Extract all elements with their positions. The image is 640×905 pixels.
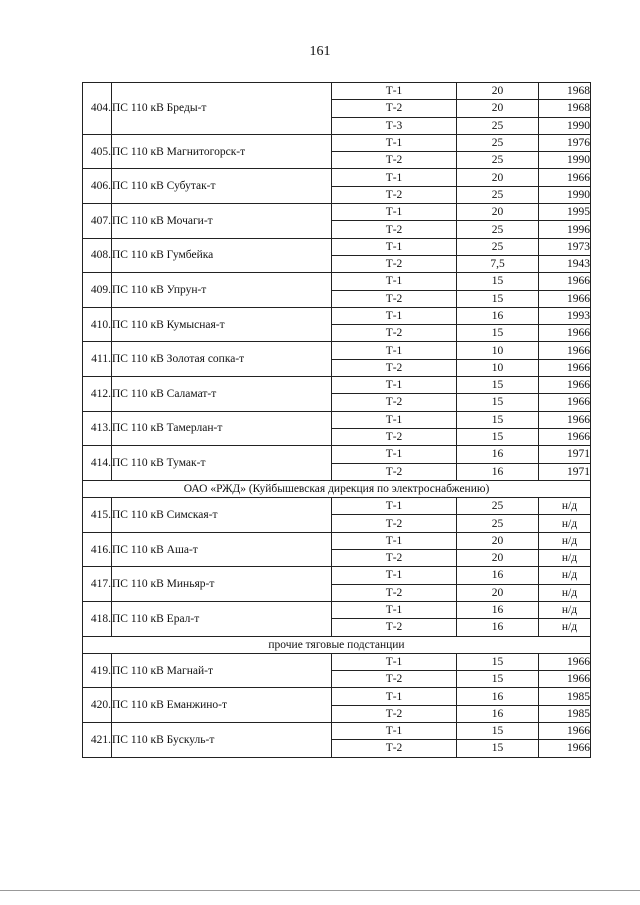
row-number: 415.: [83, 498, 112, 533]
commission-year: 1966: [539, 394, 591, 411]
table-row: [83, 446, 591, 463]
commission-year: 1990: [539, 117, 591, 134]
commission-year: 1966: [539, 290, 591, 307]
substation-name: ПС 110 кВ Кумысная-т: [112, 307, 332, 342]
row-number: 416.: [83, 532, 112, 567]
table-row: [83, 169, 591, 186]
transformer-power: 16: [457, 705, 539, 722]
transformer-power: 15: [457, 428, 539, 445]
row-number: 412.: [83, 377, 112, 412]
transformer-power: 20: [457, 584, 539, 601]
transformer-power: 15: [457, 325, 539, 342]
commission-year: 1966: [539, 169, 591, 186]
transformer-id: Т-2: [332, 671, 457, 688]
substation-name: ПС 110 кВ Субутак-т: [112, 169, 332, 204]
commission-year: 1966: [539, 653, 591, 670]
row-number: 421.: [83, 722, 112, 757]
row-number: 420.: [83, 688, 112, 723]
transformer-power: 15: [457, 377, 539, 394]
commission-year: 1996: [539, 221, 591, 238]
table-row: [83, 532, 591, 549]
substation-name: ПС 110 кВ Гумбейка: [112, 238, 332, 273]
substation-name: ПС 110 кВ Ерал-т: [112, 601, 332, 636]
transformer-id: Т-2: [332, 515, 457, 532]
table-row: [83, 722, 591, 739]
substation-name: ПС 110 кВ Тамерлан-т: [112, 411, 332, 446]
transformer-power: 25: [457, 238, 539, 255]
commission-year: 1990: [539, 152, 591, 169]
table-row: [83, 601, 591, 618]
transformer-id: Т-1: [332, 204, 457, 221]
transformer-power: 25: [457, 498, 539, 515]
commission-year: н/д: [539, 619, 591, 636]
commission-year: 1966: [539, 722, 591, 739]
commission-year: 1971: [539, 446, 591, 463]
transformer-power: 16: [457, 307, 539, 324]
transformer-power: 7,5: [457, 255, 539, 272]
commission-year: н/д: [539, 601, 591, 618]
row-number: 405.: [83, 134, 112, 169]
transformer-id: Т-2: [332, 584, 457, 601]
table-row: [83, 307, 591, 324]
table-row: [83, 204, 591, 221]
transformer-power: 10: [457, 342, 539, 359]
transformer-power: 15: [457, 273, 539, 290]
transformer-id: Т-1: [332, 688, 457, 705]
transformer-id: Т-1: [332, 307, 457, 324]
transformer-power: 25: [457, 117, 539, 134]
transformer-id: Т-1: [332, 446, 457, 463]
table-row: [83, 134, 591, 151]
commission-year: 1966: [539, 671, 591, 688]
transformer-power: 15: [457, 290, 539, 307]
commission-year: н/д: [539, 515, 591, 532]
transformer-id: Т-2: [332, 255, 457, 272]
transformer-power: 25: [457, 152, 539, 169]
row-number: 418.: [83, 601, 112, 636]
commission-year: 1966: [539, 377, 591, 394]
commission-year: 1966: [539, 428, 591, 445]
row-number: 413.: [83, 411, 112, 446]
transformer-power: 20: [457, 532, 539, 549]
row-number: 406.: [83, 169, 112, 204]
transformer-power: 15: [457, 394, 539, 411]
table-row: [83, 377, 591, 394]
transformer-power: 20: [457, 100, 539, 117]
row-number: 414.: [83, 446, 112, 481]
commission-year: 1985: [539, 705, 591, 722]
substation-name: ПС 110 кВ Саламат-т: [112, 377, 332, 412]
row-number: 404.: [83, 83, 112, 135]
row-number: 409.: [83, 273, 112, 308]
transformer-power: 15: [457, 722, 539, 739]
row-number: 410.: [83, 307, 112, 342]
row-number: 419.: [83, 653, 112, 688]
table-row: [83, 498, 591, 515]
commission-year: 1966: [539, 359, 591, 376]
commission-year: 1976: [539, 134, 591, 151]
commission-year: н/д: [539, 498, 591, 515]
transformer-id: Т-2: [332, 290, 457, 307]
substation-name: ПС 110 кВ Бреды-т: [112, 83, 332, 135]
transformer-id: Т-1: [332, 498, 457, 515]
substation-name: ПС 110 кВ Магнай-т: [112, 653, 332, 688]
commission-year: 1968: [539, 83, 591, 100]
transformer-id: Т-1: [332, 238, 457, 255]
commission-year: 1966: [539, 740, 591, 757]
substation-name: ПС 110 кВ Магнитогорск-т: [112, 134, 332, 169]
commission-year: 1995: [539, 204, 591, 221]
commission-year: 1973: [539, 238, 591, 255]
transformer-id: Т-1: [332, 342, 457, 359]
substation-name: ПС 110 кВ Миньяр-т: [112, 567, 332, 602]
transformer-id: Т-2: [332, 428, 457, 445]
substation-name: ПС 110 кВ Тумак-т: [112, 446, 332, 481]
table-row: [83, 342, 591, 359]
transformer-power: 20: [457, 169, 539, 186]
commission-year: 1966: [539, 325, 591, 342]
transformer-id: Т-2: [332, 550, 457, 567]
table-row: [83, 411, 591, 428]
transformer-id: Т-1: [332, 653, 457, 670]
transformer-power: 16: [457, 601, 539, 618]
transformer-id: Т-2: [332, 152, 457, 169]
section-header-row: [83, 636, 591, 653]
table-body: [83, 83, 591, 758]
transformer-power: 15: [457, 411, 539, 428]
substation-name: ПС 110 кВ Еманжино-т: [112, 688, 332, 723]
row-number: 411.: [83, 342, 112, 377]
transformer-id: Т-1: [332, 83, 457, 100]
transformer-id: Т-1: [332, 722, 457, 739]
table-row: [83, 238, 591, 255]
commission-year: 1966: [539, 342, 591, 359]
transformer-id: Т-2: [332, 619, 457, 636]
commission-year: 1966: [539, 411, 591, 428]
transformer-id: Т-2: [332, 186, 457, 203]
table-row: [83, 273, 591, 290]
transformer-power: 16: [457, 688, 539, 705]
row-number: 407.: [83, 204, 112, 239]
commission-year: 1971: [539, 463, 591, 480]
page-bottom-rule: [0, 890, 640, 891]
transformer-power: 16: [457, 567, 539, 584]
transformer-id: Т-2: [332, 394, 457, 411]
transformer-power: 15: [457, 671, 539, 688]
transformer-id: Т-1: [332, 169, 457, 186]
transformer-power: 10: [457, 359, 539, 376]
substation-name: ПС 110 кВ Бускуль-т: [112, 722, 332, 757]
transformer-id: Т-2: [332, 100, 457, 117]
transformer-id: Т-2: [332, 463, 457, 480]
transformer-id: Т-1: [332, 601, 457, 618]
row-number: 408.: [83, 238, 112, 273]
transformer-power: 16: [457, 446, 539, 463]
transformer-power: 25: [457, 221, 539, 238]
transformer-id: Т-1: [332, 377, 457, 394]
substation-name: ПС 110 кВ Золотая сопка-т: [112, 342, 332, 377]
commission-year: н/д: [539, 550, 591, 567]
substation-name: ПС 110 кВ Симская-т: [112, 498, 332, 533]
transformer-id: Т-2: [332, 221, 457, 238]
section-header-row: [83, 480, 591, 497]
transformer-id: Т-1: [332, 567, 457, 584]
transformer-id: Т-1: [332, 273, 457, 290]
transformer-id: Т-3: [332, 117, 457, 134]
row-number: 417.: [83, 567, 112, 602]
transformer-power: 16: [457, 619, 539, 636]
substation-table: [82, 82, 591, 758]
transformer-power: 20: [457, 83, 539, 100]
transformer-id: Т-1: [332, 532, 457, 549]
transformer-power: 20: [457, 550, 539, 567]
substation-name: ПС 110 кВ Аша-т: [112, 532, 332, 567]
transformer-id: Т-1: [332, 411, 457, 428]
page-number: 161: [309, 44, 331, 59]
section-title: ОАО «РЖД» (Куйбышевская дирекция по электроснабжению): [83, 480, 591, 497]
commission-year: 1966: [539, 273, 591, 290]
commission-year: 1990: [539, 186, 591, 203]
transformer-id: Т-1: [332, 134, 457, 151]
transformer-power: 15: [457, 740, 539, 757]
commission-year: н/д: [539, 584, 591, 601]
substation-name: ПС 110 кВ Упрун-т: [112, 273, 332, 308]
substation-name: ПС 110 кВ Мочаги-т: [112, 204, 332, 239]
commission-year: 1985: [539, 688, 591, 705]
transformer-power: 25: [457, 134, 539, 151]
table-row: [83, 688, 591, 705]
commission-year: н/д: [539, 532, 591, 549]
table-row: [83, 567, 591, 584]
commission-year: 1968: [539, 100, 591, 117]
transformer-id: Т-2: [332, 740, 457, 757]
transformer-power: 16: [457, 463, 539, 480]
commission-year: 1943: [539, 255, 591, 272]
transformer-power: 25: [457, 186, 539, 203]
transformer-id: Т-2: [332, 325, 457, 342]
commission-year: н/д: [539, 567, 591, 584]
section-title: прочие тяговые подстанции: [83, 636, 591, 653]
transformer-id: Т-2: [332, 705, 457, 722]
table-row: [83, 653, 591, 670]
transformer-power: 25: [457, 515, 539, 532]
commission-year: 1993: [539, 307, 591, 324]
transformer-power: 15: [457, 653, 539, 670]
transformer-power: 20: [457, 204, 539, 221]
table-row: [83, 83, 591, 100]
transformer-id: Т-2: [332, 359, 457, 376]
